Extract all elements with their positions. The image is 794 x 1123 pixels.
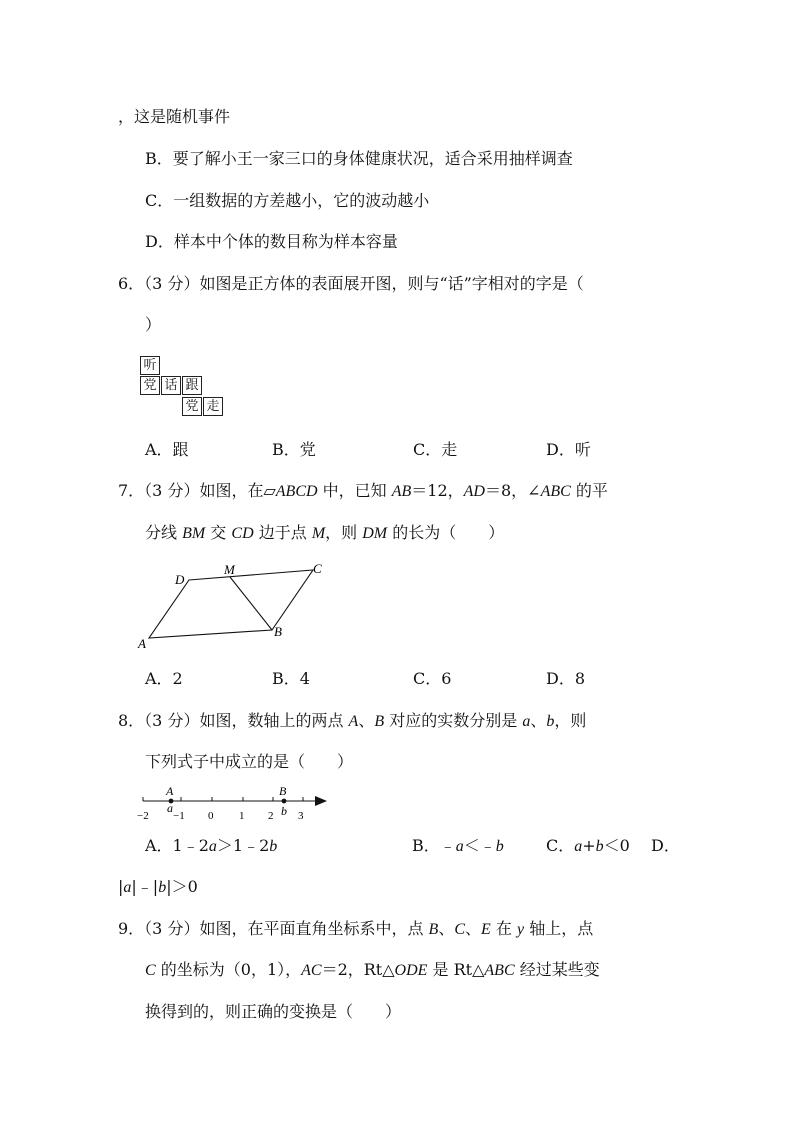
value-a-label: a <box>167 801 173 815</box>
q7-option-d: D．8 <box>546 669 586 688</box>
parallelogram-abcd <box>149 570 313 638</box>
net-cell-dang-1: 党 <box>140 376 160 395</box>
tick-label-0: 0 <box>208 810 214 822</box>
q8-stem-line-2: 下列式子中成立的是（ ） <box>145 752 354 771</box>
q6-stem-line-2: ） <box>145 315 162 334</box>
parallelogram-figure <box>135 560 345 655</box>
point-a-label: A <box>166 784 174 798</box>
net-cell-dang-2: 党 <box>182 397 202 416</box>
q9-stem-line-2: C 的坐标为（0，1），AC＝2，Rt△ODE 是 Rt△ABC 经过某些变 <box>145 960 600 979</box>
q5-option-d: D．样本中个体的数目称为样本容量 <box>145 232 398 251</box>
tick-label-3: 3 <box>298 810 304 822</box>
q7-option-b: B．4 <box>272 669 310 688</box>
label-a: A <box>138 636 146 651</box>
net-cell-gen: 跟 <box>182 376 202 395</box>
tick-label-1: 1 <box>239 810 245 822</box>
bisector-bm <box>230 577 272 630</box>
tick-label-2: 2 <box>268 810 274 822</box>
label-m: M <box>224 562 235 577</box>
q6-option-a: A．跟 <box>145 440 189 459</box>
tick-label-neg1: −1 <box>173 810 185 822</box>
q8-option-c: C．a+b＜0 <box>546 836 630 855</box>
value-b-label: b <box>281 804 287 818</box>
q5-option-c: C．一组数据的方差越小，它的波动越小 <box>145 191 430 210</box>
q8-option-a: A．1﹣2a＞1﹣2b <box>145 836 278 855</box>
cube-net-figure <box>140 356 230 418</box>
q7-stem-line-2: 分线 BM 交 CD 边于点 M，则 DM 的长为（ ） <box>145 523 505 542</box>
q8-option-d-expression: |a|﹣|b|＞0 <box>118 877 198 896</box>
net-cell-zou: 走 <box>203 397 223 416</box>
q6-option-b: B．党 <box>272 440 316 459</box>
tick-label-neg2: −2 <box>137 810 149 822</box>
q7-option-a: A．2 <box>145 669 183 688</box>
point-b-label: B <box>279 784 287 798</box>
q8-stem-line-1: 8．（3 分）如图，数轴上的两点 A、B 对应的实数分别是 a、b，则 <box>118 711 587 730</box>
label-c: C <box>313 561 322 576</box>
q6-option-c: C．走 <box>413 440 458 459</box>
q7-option-c: C．6 <box>413 669 452 688</box>
point-b-dot <box>282 799 287 804</box>
q9-stem-line-3: 换得到的，则正确的变换是（ ） <box>145 1002 402 1021</box>
number-line-arrow <box>315 796 327 806</box>
net-cell-ting: 听 <box>140 356 160 375</box>
q7-stem-line-1: 7．（3 分）如图，在▱ABCD 中，已知 AB＝12，AD＝8，∠ABC 的平 <box>118 481 608 500</box>
q6-stem-line-1: 6．（3 分）如图是正方体的表面展开图，则与“话”字相对的字是（ <box>118 274 584 293</box>
q6-option-d: D．听 <box>546 440 591 459</box>
label-b: B <box>274 624 282 639</box>
q5-line-1: ，这是随机事件 <box>118 107 231 126</box>
q8-option-d-label: D． <box>651 836 680 855</box>
q8-option-b: B．﹣a＜﹣b <box>412 836 504 855</box>
q5-option-b: B．要了解小王一家三口的身体健康状况，适合采用抽样调查 <box>145 149 573 168</box>
q9-stem-line-1: 9．（3 分）如图，在平面直角坐标系中，点 B、C、E 在 y 轴上，点 <box>118 919 594 938</box>
net-cell-hua: 话 <box>161 376 181 395</box>
label-d: D <box>175 572 185 587</box>
number-line-figure <box>135 783 335 825</box>
